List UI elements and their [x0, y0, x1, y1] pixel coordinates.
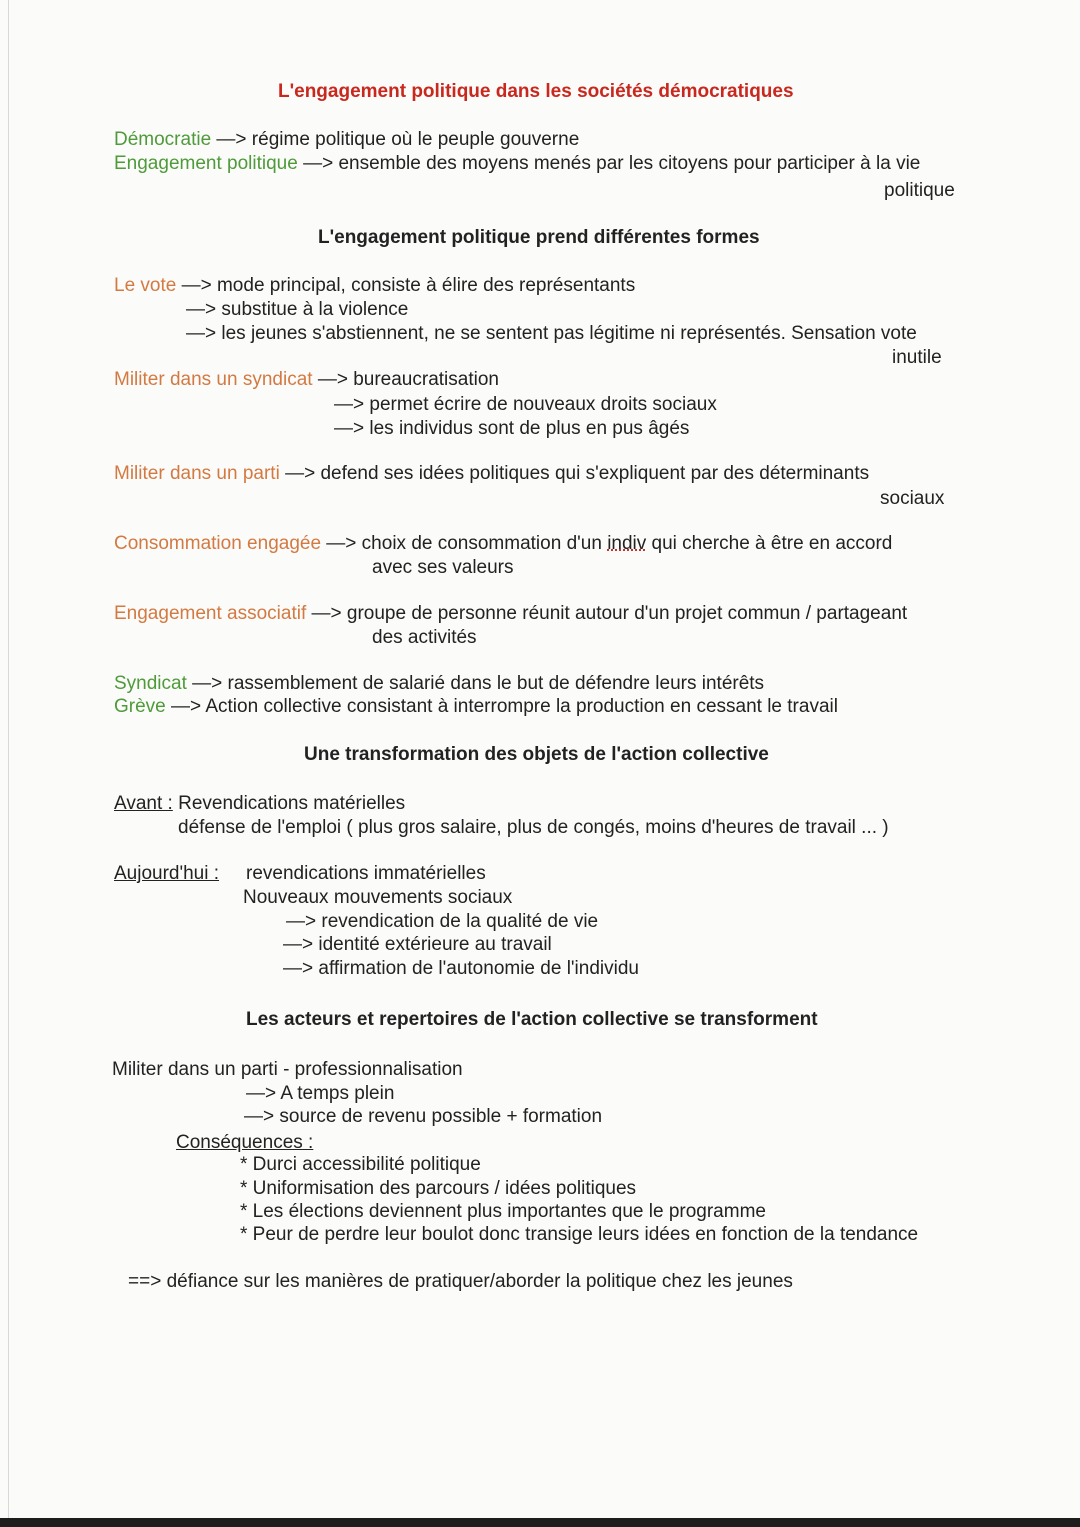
abbreviation: indiv: [607, 533, 647, 554]
line-text: —> defend ses idées politiques qui s'expliquent par des déterminants: [279, 463, 870, 484]
term: Syndicat: [114, 673, 187, 694]
parti-item: —> source de revenu possible + formation: [244, 1106, 603, 1127]
associatif-continuation: des activités: [372, 627, 477, 648]
definition-engagement: [114, 152, 920, 176]
aujourdhui-label-line: [114, 862, 219, 886]
consequence-bullet: * Peur de perdre leur boulot donc transige leurs idées en fonction de la tendance: [240, 1224, 919, 1245]
line-text: —> bureaucratisation: [312, 369, 499, 390]
parti-intro: Militer dans un parti - professionnalisation: [112, 1059, 463, 1080]
line-text: qui cherche à être en accord: [646, 533, 893, 554]
greve-definition: [114, 695, 838, 719]
section-heading-formes: L'engagement politique prend différentes formes: [318, 227, 760, 248]
term: Grève: [114, 696, 166, 717]
line-text: —> Action collective consistant à interrompre la production en cessant le travail: [165, 696, 838, 717]
term: Engagement politique: [114, 153, 298, 174]
page-edge: [8, 0, 9, 1527]
aujourdhui-item: —> identité extérieure au travail: [283, 934, 552, 955]
aujourdhui-item: —> affirmation de l'autonomie de l'individu: [283, 958, 639, 979]
parti-continuation: sociaux: [880, 488, 945, 509]
definition-text: —> régime politique où le peuple gouverne: [211, 129, 580, 150]
syndicat-line: —> permet écrire de nouveaux droits sociaux: [334, 394, 717, 415]
consommation-line: [114, 532, 892, 556]
associatif-line: [114, 602, 907, 626]
vote-line: —> les jeunes s'abstiennent, ne se sentent pas légitime ni représentés. Sensation vote: [186, 323, 917, 344]
line-text: —> mode principal, consiste à élire des représentants: [176, 275, 636, 296]
document-title: L'engagement politique dans les sociétés démocratiques: [278, 81, 794, 102]
conclusion: ==> défiance sur les manières de pratiquer/aborder la politique chez les jeunes: [128, 1271, 793, 1292]
aujourdhui-sub: Nouveaux mouvements sociaux: [243, 887, 513, 908]
definition-text: —> ensemble des moyens menés par les citoyens pour participer à la vie: [297, 153, 921, 174]
syndicat-line: —> les individus sont de plus en pus âgés: [334, 418, 690, 439]
avant-continuation: défense de l'emploi ( plus gros salaire, plus de congés, moins d'heures de travail ... ): [178, 817, 889, 838]
syndicat-definition: [114, 672, 764, 696]
syndicat-line: [114, 368, 499, 392]
avant-line: [114, 792, 405, 816]
consequences-label: Conséquences :: [176, 1132, 314, 1153]
parti-item: —> A temps plein: [246, 1083, 395, 1104]
section-heading-transformation: Une transformation des objets de l'action collective: [304, 744, 769, 765]
line-text: Revendications matérielles: [172, 793, 406, 814]
consequence-bullet: * Les élections deviennent plus importantes que le programme: [240, 1201, 766, 1222]
term: Militer dans un syndicat: [114, 369, 313, 390]
aujourdhui-item: —> revendication de la qualité de vie: [286, 911, 599, 932]
aujourdhui-text: revendications immatérielles: [246, 863, 486, 884]
vote-line: —> substitue à la violence: [186, 299, 409, 320]
label: Avant :: [114, 793, 173, 814]
term: Militer dans un parti: [114, 463, 280, 484]
parti-line: [114, 462, 869, 486]
term: Engagement associatif: [114, 603, 307, 624]
section-heading-acteurs: Les acteurs et repertoires de l'action collective se transforment: [246, 1009, 818, 1030]
line-text: —> rassemblement de salarié dans le but de défendre leurs intérêts: [186, 673, 765, 694]
definition-continuation: politique: [884, 180, 955, 201]
consequence-bullet: * Durci accessibilité politique: [240, 1154, 481, 1175]
vote-line: [114, 274, 635, 298]
scan-bottom-edge: [0, 1518, 1080, 1527]
term: Le vote: [114, 275, 177, 296]
line-text: —> groupe de personne réunit autour d'un projet commun / partageant: [306, 603, 908, 624]
definition-democratie: [114, 128, 579, 152]
term: Consommation engagée: [114, 533, 322, 554]
label: Aujourd'hui :: [114, 863, 220, 884]
consequence-bullet: * Uniformisation des parcours / idées politiques: [240, 1178, 637, 1199]
consommation-continuation: avec ses valeurs: [372, 557, 514, 578]
vote-continuation: inutile: [892, 347, 942, 368]
term: Démocratie: [114, 129, 212, 150]
line-text: —> choix de consommation d'un: [321, 533, 608, 554]
